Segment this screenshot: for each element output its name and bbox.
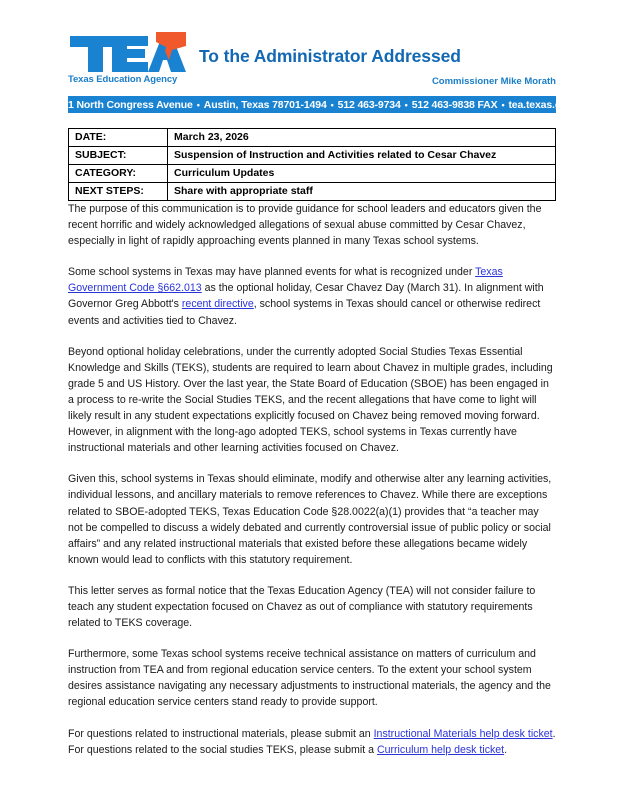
row-label-subject: SUBJECT: [69, 147, 168, 165]
text-run: , school systems in Texas should cancel or otherwise redirect events and activities tied to Chavez. [68, 298, 541, 327]
link-curriculum-help-desk[interactable]: Curriculum help desk ticket [376, 743, 505, 756]
bullet-separator-icon: • [404, 99, 408, 110]
text-run: as the optional holiday, Cesar Chavez Day (March 31). In alignment with Governor Greg Abbott's [68, 282, 544, 311]
bullet-separator-icon: • [196, 99, 200, 110]
link-texas-government-code[interactable]: Texas Government Code §662.013 [68, 266, 503, 295]
tea-logo-mark [68, 30, 190, 76]
address-fax: 512 463-9838 FAX [411, 98, 498, 111]
row-value-date: March 23, 2026 [168, 129, 556, 147]
row-label-date: DATE: [69, 129, 168, 147]
text-run: . For questions related to the social studies TEKS, please submit a [68, 727, 556, 756]
row-value-subject: Suspension of Instruction and Activities related to Cesar Chavez [168, 147, 556, 165]
letter-body [68, 201, 556, 758]
text-run: For questions related to instructional materials, please submit an [68, 727, 374, 740]
bullet-separator-icon: • [501, 99, 505, 110]
address-website: tea.texas.gov [508, 98, 574, 111]
row-value-category: Curriculum Updates [168, 165, 556, 183]
address-street: 1701 North Congress Avenue [50, 98, 193, 111]
tea-logo [68, 30, 190, 92]
table-row [69, 129, 556, 147]
bullet-separator-icon: • [330, 99, 334, 110]
page-title: To the Administrator Addressed [199, 46, 461, 66]
paragraph-technical-assistance: Furthermore, some Texas school systems receive technical assistance on matters of curriculum and instruction from TEA and from regional education service centers. To the extent your school system desires assistance navigating any necessary adjustments to instructional materials, the agency and the regional education service centers stand ready to provide support. [68, 648, 551, 709]
paragraph-holiday [68, 264, 556, 328]
address-city-state-zip: Austin, Texas 78701-1494 [203, 98, 327, 111]
table-row [69, 165, 556, 183]
text-run: Some school systems in Texas may have planned events for what is recognized under [68, 266, 476, 279]
memo-header-table [68, 128, 556, 201]
paragraph-purpose: The purpose of this communication is to provide guidance for school leaders and educators given the recent horrific and widely acknowledged allegations of sexual abuse committed by Cesar Chavez, especially in light of rapidly approaching events planned in many Texas school systems. [68, 203, 542, 248]
paragraph-guidance: Given this, school systems in Texas should eliminate, modify and otherwise alter any learning activities, individual lessons, and ancillary materials to remove references to Chavez. While there are exceptions related to SBOE-adopted TEKS, Texas Education Code §28.0022(a)(1) provides that “a teacher may not be compelled to discuss a widely debated and currently controversial issue of public policy or social affairs” and any related instructional materials that existed before these allegations became widely known would lead to conflicts with this statutory requirement. [68, 473, 552, 566]
row-value-next-steps: Share with appropriate staff [168, 183, 556, 201]
paragraph-questions [68, 726, 556, 758]
table-row [69, 147, 556, 165]
commissioner-name: Commissioner Mike Morath [431, 76, 556, 87]
address-phone: 512 463-9734 [337, 98, 401, 111]
tea-agency-name: Texas Education Agency [68, 74, 178, 85]
row-label-next-steps: NEXT STEPS: [69, 183, 168, 201]
text-run: . [504, 743, 508, 756]
link-recent-directive[interactable]: recent directive [181, 298, 254, 311]
letterhead [68, 30, 556, 92]
table-row [69, 183, 556, 201]
paragraph-teks: Beyond optional holiday celebrations, under the currently adopted Social Studies Texas Essential Knowledge and Skills (TEKS), students are required to learn about Chavez in multiple grades, including grade 5 and US History. Over the last year, the State Board of Education (SBOE) has been engaged in a process to re-write the Social Studies TEKS, and the recent allegations that have come to light will likely result in any student expectations explicitly focused on Chavez being removed moving forward. However, in alignment with the long-ago adopted TEKS, school systems in Texas currently have instructional materials and other learning activities focused on Chavez. [68, 345, 553, 455]
letterhead-top-row [68, 30, 556, 92]
paragraph-formal-notice: This letter serves as formal notice that the Texas Education Agency (TEA) will not consider failure to teach any student expectation focused on Chavez as out of compliance with statutory requirements related to TEKS coverage. [68, 584, 536, 630]
tea-wordmark-icon [68, 30, 190, 76]
address-bar [50, 96, 574, 113]
link-instructional-materials-help-desk[interactable]: Instructional Materials help desk ticket [373, 727, 553, 740]
row-label-category: CATEGORY: [69, 165, 168, 183]
